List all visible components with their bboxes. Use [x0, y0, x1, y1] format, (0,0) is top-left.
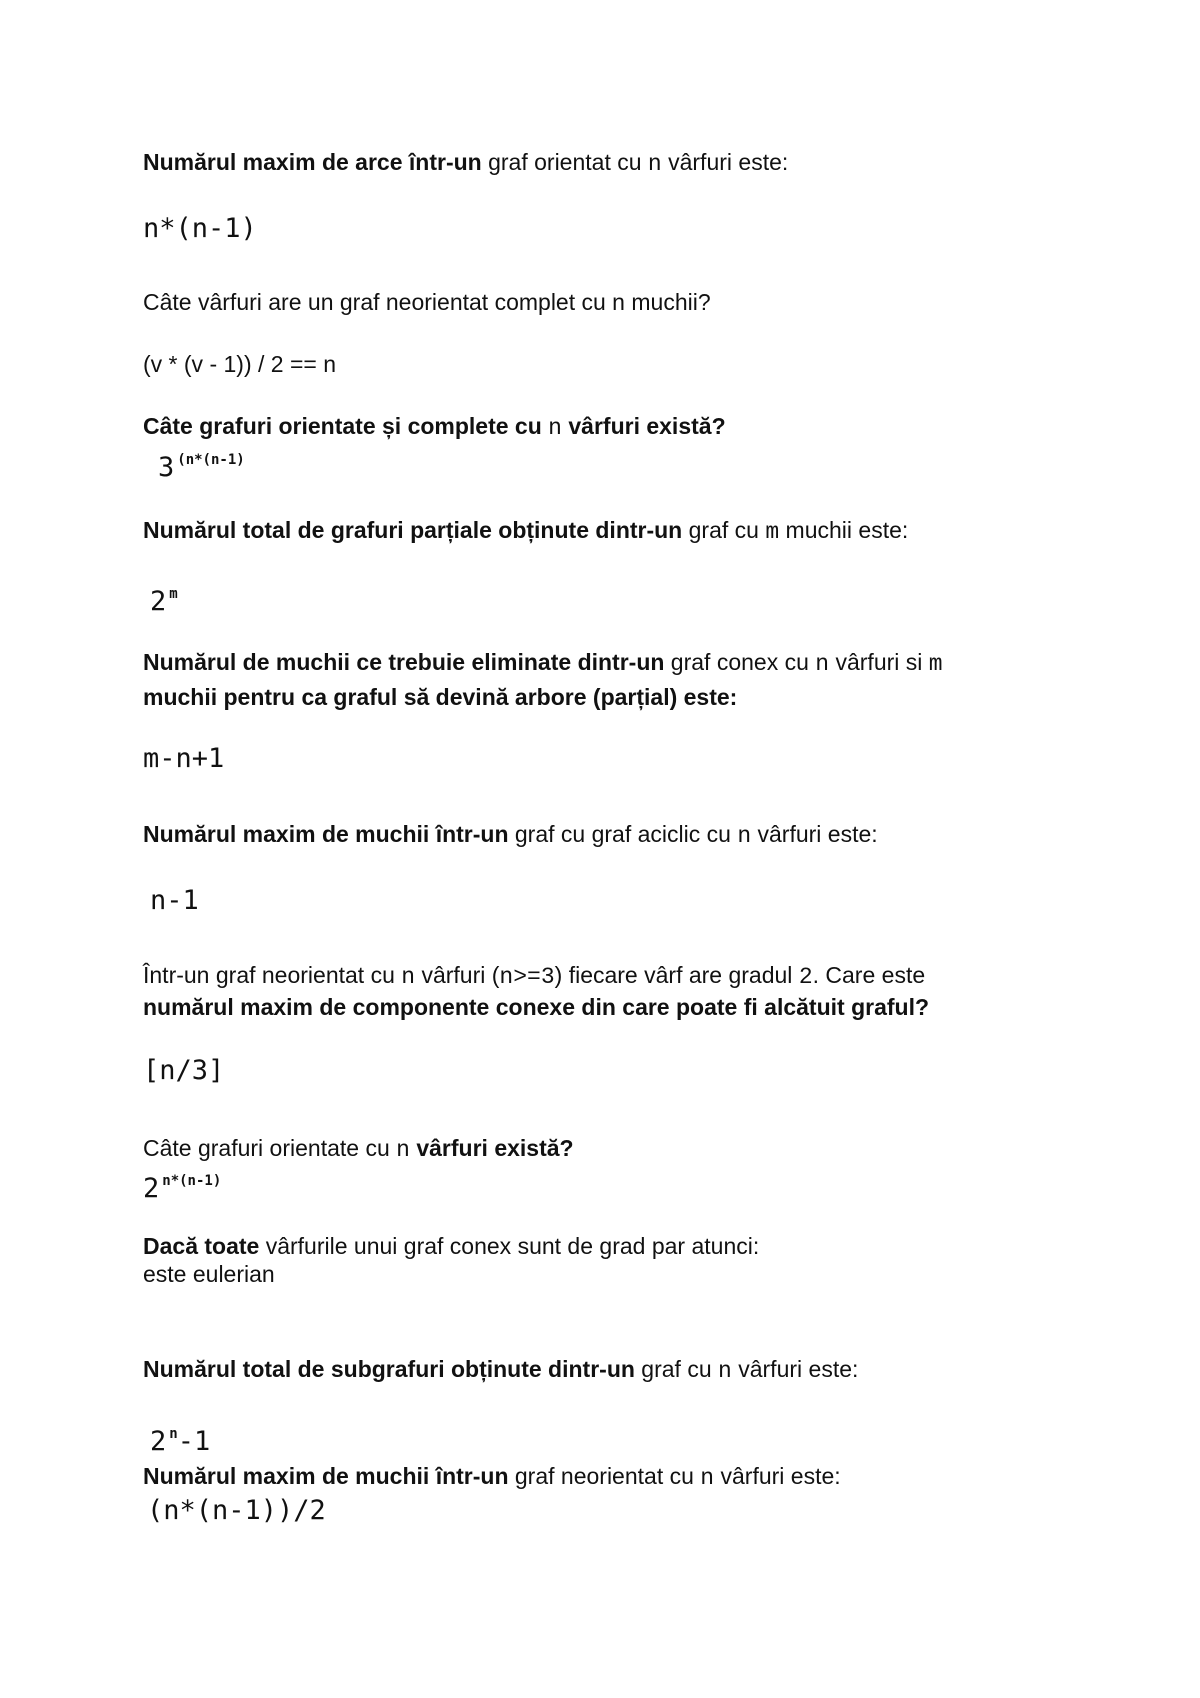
variable: n	[815, 651, 830, 677]
answer-3	[158, 444, 245, 484]
question-9	[143, 1232, 759, 1260]
question-text: graf cu	[682, 517, 766, 543]
question-1	[143, 148, 788, 178]
question-4	[143, 516, 908, 546]
question-text: Câte grafuri orientate cu	[143, 1135, 397, 1161]
question-text: vârfuri există?	[409, 1135, 574, 1161]
question-text: Numărul total de grafuri parțiale obținute dintr-un	[143, 517, 683, 543]
answer-11: (n*(n-1))/2	[147, 1495, 326, 1526]
variable: n	[718, 1358, 732, 1384]
variable: n	[737, 823, 752, 849]
question-text: Dacă toate	[143, 1233, 260, 1259]
answer-tail: -1	[177, 1426, 211, 1457]
question-7	[143, 961, 925, 991]
answer-9: este eulerian	[143, 1261, 275, 1287]
answer-8	[143, 1165, 221, 1205]
question-text: Numărul maxim de arce într-un	[143, 149, 482, 175]
answer-5: m-n+1	[143, 743, 225, 774]
answer-7: [n/3]	[143, 1055, 225, 1086]
answer-base: 2	[143, 1173, 160, 1204]
answer-4	[150, 578, 178, 618]
answer-exponent: n*(n-1)	[162, 1173, 222, 1189]
question-7-line-2: numărul maxim de componente conexe din care poate fi alcătuit graful?	[143, 994, 930, 1020]
question-text: Numărul de muchii ce trebuie eliminate dintr-un	[143, 649, 665, 675]
answer-base: 2	[150, 586, 167, 617]
question-text: vârfurile unui graf conex sunt de grad par atunci:	[259, 1233, 760, 1259]
question-text: vârfuri este:	[661, 149, 789, 175]
question-text: vârfuri este:	[714, 1463, 841, 1489]
question-text: . Care este	[812, 962, 926, 988]
question-10	[143, 1355, 858, 1385]
variable: n>=3	[499, 964, 555, 990]
question-text: graf orientat cu	[481, 149, 648, 175]
question-text: graf conex cu	[664, 649, 816, 675]
question-text: vârfuri există?	[561, 413, 726, 439]
question-6	[143, 820, 878, 850]
question-text: vârfuri si	[829, 649, 929, 675]
question-text: vârfuri (	[415, 962, 500, 988]
question-text: graf cu	[634, 1356, 719, 1382]
variable: n	[401, 964, 416, 990]
question-text: Câte grafuri orientate și complete cu	[143, 413, 549, 439]
question-3	[143, 412, 726, 442]
variable: n	[647, 151, 662, 177]
variable: n	[548, 415, 562, 441]
variable: 2	[798, 964, 813, 990]
answer-1: n*(n-1)	[143, 213, 257, 244]
question-text: Numărul total de subgrafuri obținute dintr-un	[143, 1356, 635, 1382]
answer-10	[150, 1418, 210, 1458]
answer-2: (v * (v - 1)) / 2 == n	[143, 351, 336, 377]
question-text: Numărul maxim de muchii într-un	[143, 821, 509, 847]
question-text: graf cu graf aciclic cu	[508, 821, 738, 847]
question-8	[143, 1134, 574, 1164]
question-text: Într-un graf neorientat cu	[143, 962, 402, 988]
question-11	[143, 1462, 841, 1492]
answer-exponent: n	[169, 1426, 178, 1442]
variable: n	[700, 1465, 715, 1491]
question-text: Numărul maxim de muchii într-un	[143, 1463, 509, 1489]
answer-exponent: (n*(n-1)	[177, 452, 245, 468]
question-text: muchii este:	[779, 517, 909, 543]
question-5-line-2: muchii pentru ca graful să devină arbore (parțial) este:	[143, 684, 738, 710]
variable: n	[396, 1137, 410, 1163]
variable: m	[765, 519, 780, 545]
question-text: ) fiecare vârf are gradul	[554, 962, 799, 988]
answer-base: 3	[158, 452, 175, 483]
question-2: Câte vârfuri are un graf neorientat complet cu n muchii?	[143, 289, 711, 315]
question-5	[143, 648, 943, 678]
question-text: graf neorientat cu	[508, 1463, 701, 1489]
question-text: vârfuri este:	[751, 821, 878, 847]
variable: m	[928, 651, 943, 677]
answer-exponent: m	[169, 586, 178, 602]
answer-base: 2	[150, 1426, 167, 1457]
question-text: vârfuri este:	[731, 1356, 859, 1382]
answer-6: n-1	[150, 885, 199, 916]
